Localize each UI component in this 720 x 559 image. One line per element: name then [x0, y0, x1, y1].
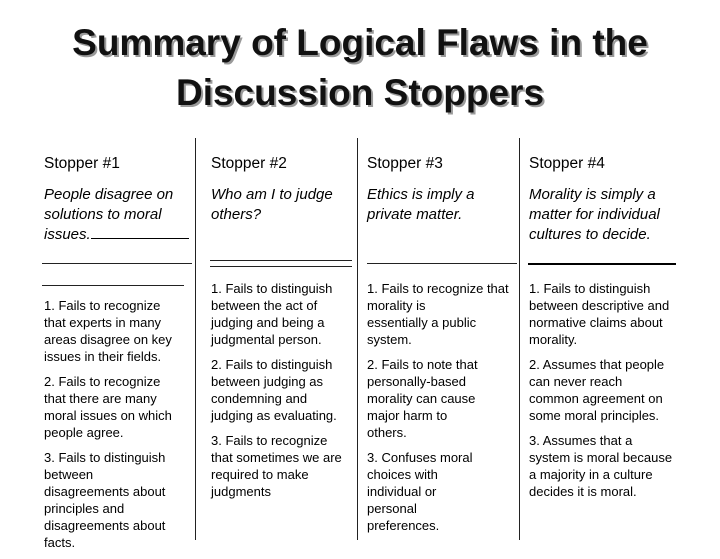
flaw-item: 1. Fails to distinguish between descriptive and normative claims about morality. [529, 281, 670, 347]
flaw-item: 3. Fails to distinguish between disagreements about principles and disagreements about facts. [44, 450, 166, 550]
title-line-2: Discussion Stoppers [175, 72, 545, 113]
column-divider-1 [195, 138, 196, 540]
stopper-statement-3: Ethics is imply a private matter. [367, 186, 475, 223]
flaw-list-4 [529, 280, 689, 508]
stopper-statement-2: Who am I to judge others? [211, 186, 333, 223]
stopper-statement-4: Morality is simply a matter for individual cultures to decide. [529, 186, 660, 243]
stopper-statement-1-text: People disagree on solutions to moral issues. [44, 186, 174, 243]
flaw-item: 3. Assumes that a system is moral because a majority in a culture decides it is moral. [529, 433, 673, 499]
flaw-item: 1. Fails to recognize that morality is essentially a public system. [367, 281, 509, 347]
flaw-item: 3. Fails to recognize that sometimes we are required to make judgments [211, 433, 342, 499]
statement-rule-col1 [42, 263, 192, 264]
column-header-2: Stopper #2 [211, 155, 287, 172]
slide-title [0, 18, 720, 118]
flaw-item: 2. Fails to recognize that there are many moral issues on which people agree. [44, 374, 172, 440]
flaw-list-2 [211, 280, 357, 508]
blank-line [91, 227, 189, 239]
flaw-item: 2. Assumes that people can never reach common agreement on some moral principles. [529, 357, 665, 423]
column-divider-2 [357, 138, 358, 540]
column-header-4: Stopper #4 [529, 155, 605, 172]
statement-rule-col2 [210, 260, 352, 261]
flaw-item: 3. Confuses moral choices with individual or personal preferences. [367, 450, 473, 533]
flaw-list-1 [44, 297, 194, 559]
column-divider-3 [519, 138, 520, 540]
flaw-item: 2. Fails to note that personally-based morality can cause major harm to others. [367, 357, 478, 440]
column-header-1: Stopper #1 [44, 155, 120, 172]
statement-rule-col4 [528, 263, 676, 265]
flaw-item: 1. Fails to distinguish between the act of judging and being a judgmental person. [211, 281, 333, 347]
points-rule-col1 [42, 285, 184, 286]
statement-rule-col3 [367, 263, 517, 264]
title-line-1: Summary of Logical Flaws in the [72, 22, 648, 63]
points-rule-col2 [210, 266, 352, 267]
flaw-list-3 [367, 280, 519, 542]
flaw-item: 2. Fails to distinguish between judging as condemning and judging as evaluating. [211, 357, 337, 423]
flaw-item: 1. Fails to recognize that experts in many areas disagree on key issues in their fields. [44, 298, 172, 364]
stopper-statement-1 [44, 185, 194, 245]
column-header-3: Stopper #3 [367, 155, 443, 172]
